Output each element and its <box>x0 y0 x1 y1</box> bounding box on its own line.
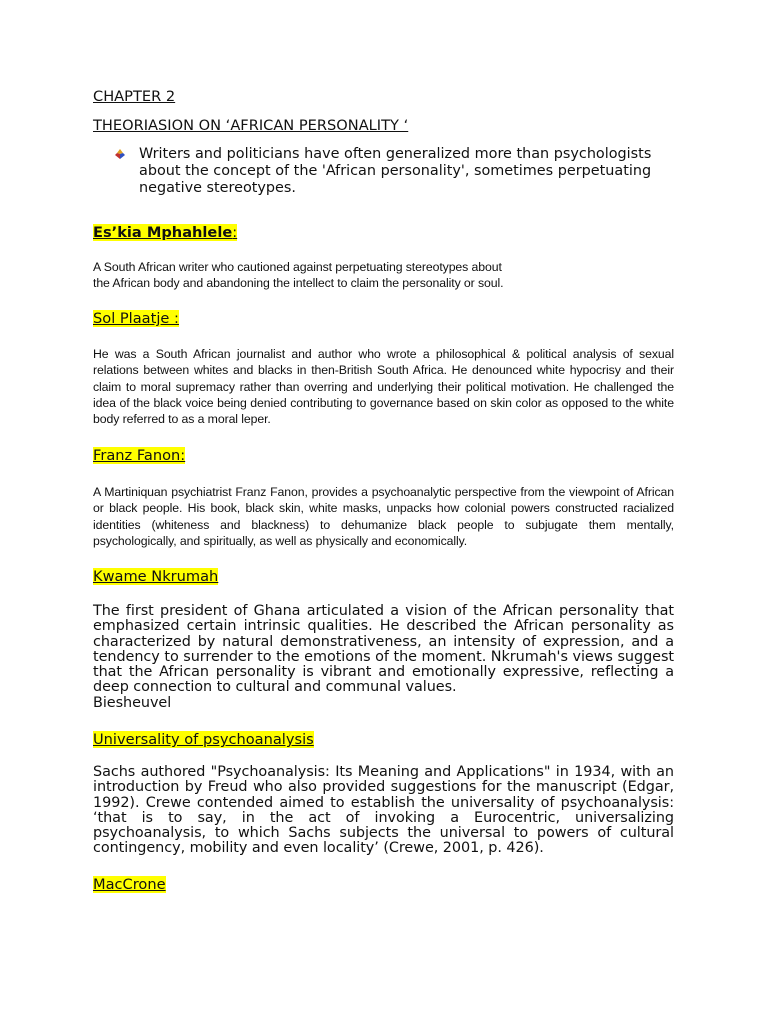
section-body <box>93 259 674 292</box>
diamond-bullet-icon <box>115 149 125 159</box>
heading-fanon: Franz Fanon: <box>93 447 186 464</box>
chapter-title: THEORIASION ON ‘AFRICAN PERSONALITY ‘ <box>93 117 409 134</box>
section-heading <box>93 447 674 464</box>
body-paragraph: The first president of Ghana articulated a vision of the African personality that emphasized certain intrinsic qualities. He described the African personality as characterized by natural demonstrativeness, an intensity of expression, and a tendency to surrender to the emotions of the moment. Nkrumah's views suggest that the African personality is vibrant and emotionally expressive, reflecting a deep connection to cultural and communal values. <box>93 603 674 696</box>
heading-nkrumah: Kwame Nkrumah <box>93 568 219 585</box>
section-body: He was a South African journalist and author who wrote a philosophical & political analysis of sexual relations between whites and blacks in then-British South Africa. He denounced white hypocrisy and their claim to moral supremacy rather than overring and underlying their political motivation. He challenged the idea of the black voice being denied contributing to governance based on skin color as opposed to the white body referred to as a moral leper. <box>93 347 674 427</box>
bullet-text: Writers and politicians have often generalized more than psychologists about the concept of the 'African personality', sometimes perpetuating negative stereotypes. <box>139 146 652 196</box>
section-heading <box>93 731 674 748</box>
section-body: A Martiniquan psychiatrist Franz Fanon, provides a psychoanalytic perspective from the viewpoint of African or black people. His book, black skin, white masks, unpacks how colonial powers constructed racialized identities (whiteness and blackness) to dehumanize black people to subjugate them mentally, psychologically, and spiritually, as well as physically and economically. <box>93 485 674 548</box>
section-body: Sachs authored "Psychoanalysis: Its Meaning and Applications" in 1934, with an introduction by Freud who also provided suggestions for the manuscript (Edgar, 1992). Crewe contended aimed to establish the universality of psychoanalysis: ‘that is to say, in the act of invoking a Eurocentric, universalizing psychoanalysis, to which Sachs subjects the universal to powers of cultural contingency, mobility and even locality’ (Crewe, 2001, p. 426). <box>93 764 674 857</box>
heading-mphahlele: Es’kia Mphahlele <box>93 224 233 241</box>
section-body <box>93 604 674 711</box>
section-heading <box>93 310 674 327</box>
heading-plaatje: Sol Plaatje : <box>93 310 179 327</box>
section-heading <box>93 568 674 585</box>
body-line: the African body and abandoning the intellect to claim the personality or soul. <box>93 276 504 291</box>
body-line: A South African writer who cautioned against perpetuating stereotypes about <box>93 260 502 274</box>
heading-universality: Universality of psychoanalysis <box>93 731 314 748</box>
chapter-label: CHAPTER 2 <box>93 88 176 105</box>
heading-maccrone: MacCrone <box>93 876 166 893</box>
trailing-line: Biesheuvel <box>93 694 172 711</box>
section-heading <box>93 224 674 241</box>
heading-colon: : <box>232 224 238 241</box>
section-heading <box>93 876 674 893</box>
